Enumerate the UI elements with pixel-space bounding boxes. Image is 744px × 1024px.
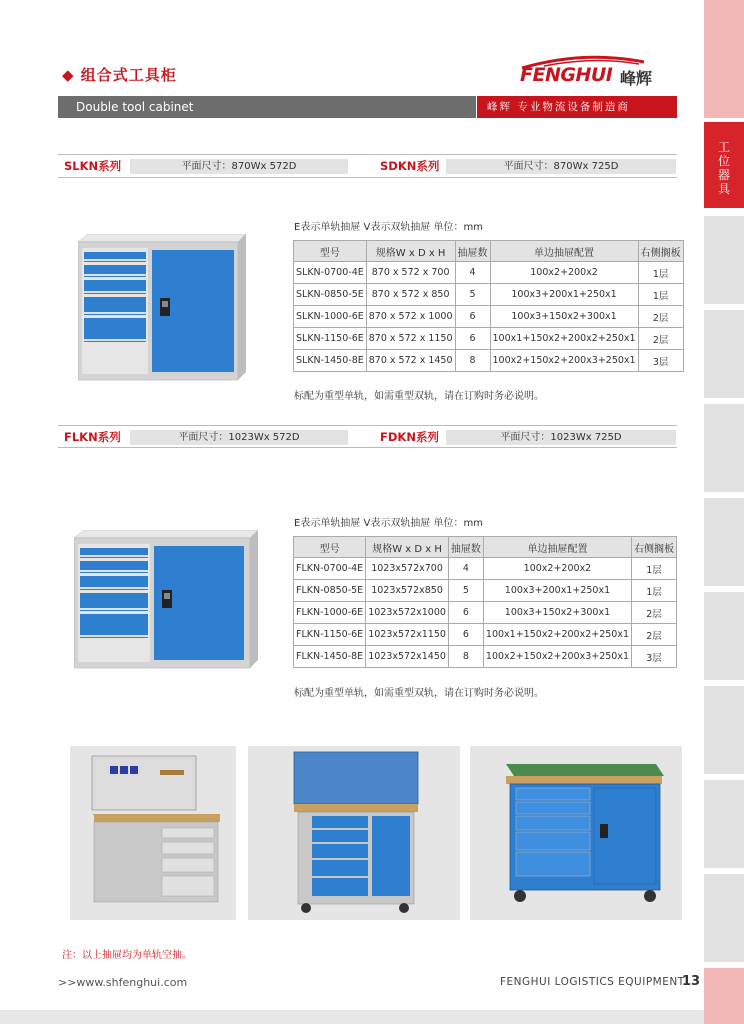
table-row bbox=[294, 306, 684, 328]
side-tab-strip bbox=[704, 0, 744, 1024]
table-cell: 100x3+200x1+250x1 bbox=[490, 284, 638, 306]
table-cell: 1023x572x1000 bbox=[366, 602, 449, 624]
table-header-row bbox=[294, 537, 677, 558]
table-cell: 4 bbox=[448, 558, 483, 580]
table-cell: 870 x 572 x 850 bbox=[366, 284, 455, 306]
side-tab-active bbox=[704, 122, 744, 208]
product-photo-workbench-pegboard bbox=[70, 746, 236, 920]
table-cell: FLKN-1000-6E bbox=[294, 602, 366, 624]
side-tab bbox=[704, 216, 744, 304]
table-note: E表示单轨抽屉 V表示双轨抽屉 单位：mm bbox=[294, 222, 483, 233]
table-cell: 4 bbox=[455, 262, 490, 284]
table-cell: 1层 bbox=[632, 558, 677, 580]
table-cell: 2层 bbox=[638, 328, 683, 350]
table-cell: 8 bbox=[448, 646, 483, 668]
cabinet-illustration bbox=[74, 530, 258, 670]
table-row bbox=[294, 580, 677, 602]
divider bbox=[58, 154, 677, 155]
table-row bbox=[294, 558, 677, 580]
spec-table bbox=[293, 536, 677, 668]
page-number: 13 bbox=[682, 974, 701, 989]
tool-trolley-illustration bbox=[470, 746, 682, 920]
table-cell: 100x3+150x2+300x1 bbox=[483, 602, 631, 624]
table-cell: SLKN-1450-8E bbox=[294, 350, 367, 372]
table-cell: 2层 bbox=[632, 602, 677, 624]
table-cell: SLKN-1150-6E bbox=[294, 328, 367, 350]
side-tab bbox=[704, 968, 744, 1024]
drawer-footnote: 注：以上抽屉均为单轨空抽。 bbox=[62, 950, 192, 961]
divider bbox=[58, 177, 677, 178]
series-name: FLKN系列 bbox=[64, 430, 121, 444]
series-size: 平面尺寸：870Wx 572D bbox=[130, 159, 348, 174]
table-cell: 100x2+150x2+200x3+250x1 bbox=[490, 350, 638, 372]
table-row bbox=[294, 328, 684, 350]
side-tab bbox=[704, 404, 744, 492]
table-cell: 2层 bbox=[632, 624, 677, 646]
table-row bbox=[294, 602, 677, 624]
column-header: 规格W x D x H bbox=[366, 537, 449, 558]
table-cell: 8 bbox=[455, 350, 490, 372]
table-row bbox=[294, 624, 677, 646]
table-cell: 100x2+200x2 bbox=[483, 558, 631, 580]
logo-cn-text: 峰辉 bbox=[620, 69, 653, 88]
table-cell: 100x1+150x2+200x2+250x1 bbox=[483, 624, 631, 646]
table-cell: 870 x 572 x 1150 bbox=[366, 328, 455, 350]
table-cell: 6 bbox=[455, 328, 490, 350]
logo-text: FENGHUI bbox=[520, 64, 613, 86]
table-row bbox=[294, 284, 684, 306]
table-cell: 100x3+200x1+250x1 bbox=[483, 580, 631, 602]
table-cell: 1023x572x1150 bbox=[366, 624, 449, 646]
table-cell: 3层 bbox=[638, 350, 683, 372]
table-header-row bbox=[294, 241, 684, 262]
side-tab bbox=[704, 780, 744, 868]
divider bbox=[58, 425, 677, 426]
series-name: FDKN系列 bbox=[380, 430, 439, 444]
table-cell: 870 x 572 x 700 bbox=[366, 262, 455, 284]
table-cell: SLKN-0850-5E bbox=[294, 284, 367, 306]
table-cell: FLKN-1150-6E bbox=[294, 624, 366, 646]
mobile-workbench-illustration bbox=[248, 746, 460, 920]
table-cell: 5 bbox=[448, 580, 483, 602]
table-cell: FLKN-1450-8E bbox=[294, 646, 366, 668]
table-cell: SLKN-0700-4E bbox=[294, 262, 367, 284]
side-tab bbox=[704, 592, 744, 680]
table-cell: 6 bbox=[455, 306, 490, 328]
series-name: SLKN系列 bbox=[64, 159, 122, 173]
series-name: SDKN系列 bbox=[380, 159, 440, 173]
product-photo-tool-trolley bbox=[470, 746, 682, 920]
cabinet-illustration bbox=[78, 234, 246, 382]
table-cell: FLKN-0850-5E bbox=[294, 580, 366, 602]
series-size: 平面尺寸：870Wx 725D bbox=[446, 159, 676, 174]
series-size: 平面尺寸：1023Wx 725D bbox=[446, 430, 676, 445]
column-header: 右侧搁板 bbox=[632, 537, 677, 558]
table-footnote: 标配为重型单轨，如需重型双轨，请在订购时务必说明。 bbox=[294, 688, 544, 699]
column-header: 单边抽屉配置 bbox=[490, 241, 638, 262]
table-row bbox=[294, 350, 684, 372]
banner-subtitle: Double tool cabinet bbox=[58, 96, 476, 118]
table-cell: SLKN-1000-6E bbox=[294, 306, 367, 328]
series-size: 平面尺寸：1023Wx 572D bbox=[130, 430, 348, 445]
table-cell: FLKN-0700-4E bbox=[294, 558, 366, 580]
table-cell: 870 x 572 x 1000 bbox=[366, 306, 455, 328]
column-header: 型号 bbox=[294, 241, 367, 262]
side-tab-char: 位 bbox=[717, 154, 730, 168]
table-footnote: 标配为重型单轨，如需重型双轨，请在订购时务必说明。 bbox=[294, 391, 544, 402]
table-cell: 2层 bbox=[638, 306, 683, 328]
table-cell: 6 bbox=[448, 624, 483, 646]
product-photo-mobile-workbench bbox=[248, 746, 460, 920]
column-header: 抽屉数 bbox=[448, 537, 483, 558]
table-cell: 6 bbox=[448, 602, 483, 624]
footer-band bbox=[0, 1010, 704, 1024]
table-cell: 1023x572x1450 bbox=[366, 646, 449, 668]
table-note: E表示单轨抽屉 V表示双轨抽屉 单位：mm bbox=[294, 518, 483, 529]
company-name: FENGHUI LOGISTICS EQUIPMENT bbox=[500, 976, 685, 988]
table-cell: 1023x572x850 bbox=[366, 580, 449, 602]
table-cell: 5 bbox=[455, 284, 490, 306]
workbench-illustration bbox=[70, 746, 236, 920]
divider bbox=[58, 447, 677, 448]
column-header: 单边抽屉配置 bbox=[483, 537, 631, 558]
table-cell: 870 x 572 x 1450 bbox=[366, 350, 455, 372]
table-cell: 1层 bbox=[638, 262, 683, 284]
table-cell: 3层 bbox=[632, 646, 677, 668]
table-row bbox=[294, 646, 677, 668]
side-tab-char: 器 bbox=[717, 168, 730, 182]
column-header: 规格W x D x H bbox=[366, 241, 455, 262]
table-row bbox=[294, 262, 684, 284]
column-header: 抽屉数 bbox=[455, 241, 490, 262]
table-cell: 1层 bbox=[632, 580, 677, 602]
table-cell: 1层 bbox=[638, 284, 683, 306]
side-tab bbox=[704, 0, 744, 118]
side-tab bbox=[704, 874, 744, 962]
table-cell: 100x1+150x2+200x2+250x1 bbox=[490, 328, 638, 350]
table-cell: 100x2+200x2 bbox=[490, 262, 638, 284]
side-tab bbox=[704, 310, 744, 398]
side-tab-char: 具 bbox=[717, 182, 730, 196]
table-cell: 100x3+150x2+300x1 bbox=[490, 306, 638, 328]
banner-slogan: 峰辉 专业物流设备制造商 bbox=[477, 96, 677, 118]
side-tab-char: 工 bbox=[717, 140, 730, 154]
brand-logo bbox=[514, 54, 664, 88]
spec-table bbox=[293, 240, 684, 372]
page-title: ◆ 组合式工具柜 bbox=[62, 66, 177, 84]
side-tab bbox=[704, 498, 744, 586]
side-tab bbox=[704, 686, 744, 774]
column-header: 右侧搁板 bbox=[638, 241, 683, 262]
table-cell: 1023x572x700 bbox=[366, 558, 449, 580]
website-link[interactable]: >>www.shfenghui.com bbox=[58, 976, 188, 989]
table-cell: 100x2+150x2+200x3+250x1 bbox=[483, 646, 631, 668]
column-header: 型号 bbox=[294, 537, 366, 558]
